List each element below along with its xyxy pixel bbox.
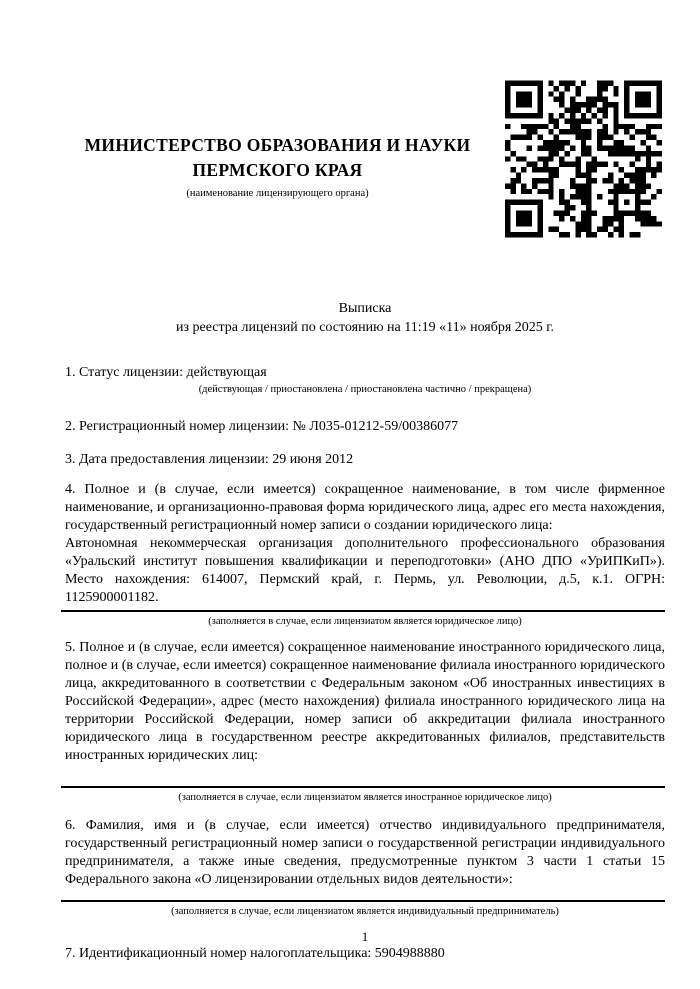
item-5-rule (61, 786, 665, 788)
item-1-text: 1. Статус лицензии: действующая (65, 365, 267, 380)
item-1-license-status (65, 364, 665, 397)
item-4-caption: (заполняется в случае, если лицензиатом является юридическое лицо) (208, 616, 522, 627)
title-line2: из реестра лицензий по состоянию на 11:19 «11» ноября 2025 г. (176, 320, 554, 335)
item-4-text: 4. Полное и (в случае, если имеется) сокращенное наименование, в том числе фирменное наименование, и организационно-правовая форма юридического лица, адрес его места нахождения, государственный регистрационный номер записи о создании юридического лица: (65, 482, 665, 533)
item-5-foreign-entity (65, 639, 665, 804)
item-3-license-date (65, 451, 665, 469)
item-3-text: 3. Дата предоставления лицензии: 29 июня 2012 (65, 452, 354, 467)
ministry-name-line1: МИНИСТЕРСТВО ОБРАЗОВАНИЯ И НАУКИ (84, 135, 471, 155)
item-6-individual-entrepreneur (65, 817, 665, 918)
item-2-text: 2. Регистрационный номер лицензии: № Л035-01212-59/00386077 (65, 419, 459, 434)
item-6-spacer (65, 889, 665, 897)
item-4-rule (61, 610, 665, 612)
item-6-caption: (заполняется в случае, если лицензиатом является индивидуальный предприниматель) (171, 906, 559, 917)
item-5-text: 5. Полное и (в случае, если имеется) сокращенное наименование иностранного юридического лица, полное и (в случае, если имеется) сокращенное наименование филиала иностранного юридического лица, аккредитованного в соответствии с Федеральным законом «Об иностранных инвестициях в Российской Федерации», адрес (место нахождения) филиала иностранного юридического лица на территории Российской Федерации, номер записи об аккредитации филиала иностранного юридического лица в государственном реестре аккредитованных филиалов, представительств иностранных юридических лиц: (65, 640, 665, 763)
item-6-text: 6. Фамилия, имя и (в случае, если имеется) отчество индивидуального предпринимателя, государственный регистрационный номер записи о государственной регистрации индивидуального предпринимателя, а также иные сведения, предусмотренные пунктом 3 части 1 статьи 15 Федерального закона «О лицензировании отдельных видов деятельности»: (65, 818, 665, 887)
item-5-value (65, 765, 665, 783)
item-7-text: 7. Идентификационный номер налогоплательщика: 5904988880 (65, 946, 445, 961)
qr-code (505, 78, 662, 240)
item-4-value: Автономная некоммерческая организация дополнительного профессионального образования «Уральский институт повышения квалификации и переподготовки» (АНО ДПО «УрИПКиП»). Место нахождения: 614007, Пермский край, г. Пермь, ул. Революции, д.5, к.1. ОГРН: 1125900001182. (65, 536, 665, 605)
item-6-rule (61, 900, 665, 902)
item-2-registration-number (65, 418, 665, 436)
ministry-name-line2: ПЕРМСКОГО КРАЯ (192, 160, 363, 180)
licensing-authority-header (65, 133, 490, 200)
item-7-taxpayer-number (65, 945, 665, 963)
document-body (65, 364, 665, 963)
page-number: 1 (361, 929, 369, 944)
item-4-legal-entity (65, 481, 665, 628)
ministry-name-caption: (наименование лицензирующего органа) (186, 188, 369, 199)
item-5-caption: (заполняется в случае, если лицензиатом является иностранное юридическое лицо) (178, 792, 552, 803)
document-title (65, 299, 665, 337)
title-line1: Выписка (338, 301, 392, 316)
item-1-caption: (действующая / приостановлена / приостановлена частично / прекращена) (198, 384, 532, 395)
